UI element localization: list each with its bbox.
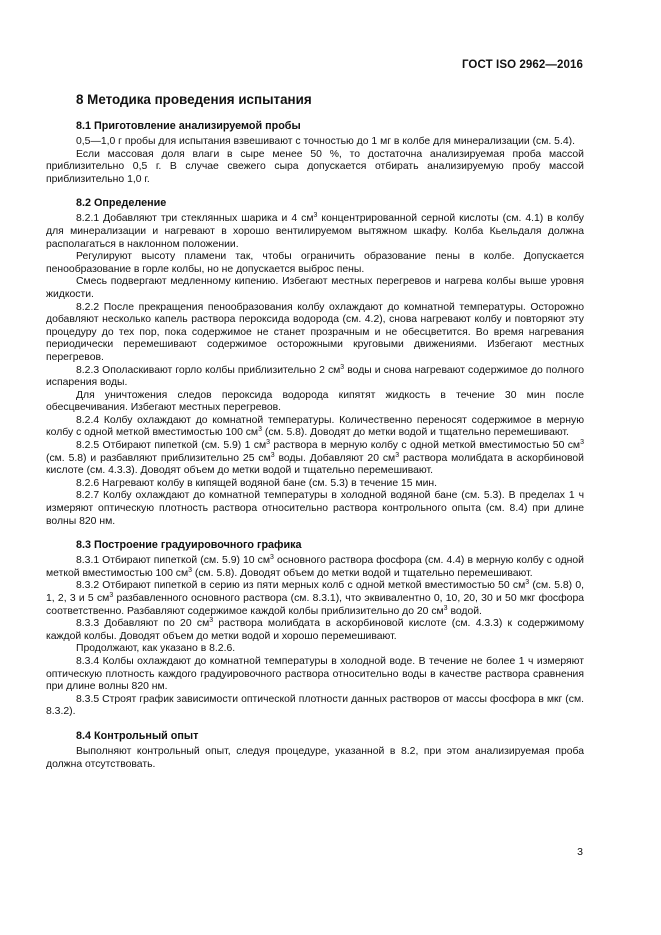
paragraph-8-2-4: 8.2.4 Колбу охлаждают до комнатной температуры. Количественно переносят содержимое в мерную колбу с одной меткой вместимостью 100 $см^3$ (см. 5.8). Доводят до метки водой и тщательно перемешивают. [46,414,584,439]
section-title: 8 Методика проведения испытания [76,92,312,107]
subsection-title-8-2: 8.2 Определение [76,197,167,210]
subsection-title-8-1: 8.1 Приготовление анализируемой пробы [76,120,301,132]
document-code: ГОСТ ISO 2962—2016 [461,59,583,71]
subsection-title-8-3: 8.3 Построение градуировочного графика [76,539,302,552]
paragraph-8-3-3: 8.3.3 Добавляют по 20 $см^3$ раствора молибдата в аскорбиновой кислоте (см. 4.3.3) к содержимому каждой колбы. Доводят объем до метки водой и хорошо перемешивают. [46,617,584,642]
paragraph: Для уничтожения следов пероксида водорода кипятят жидкость в течение 30 мин после обесцвечивания. Избегают местных перегревов. [46,389,584,414]
paragraph-8-2-5: 8.2.5 Отбирают пипеткой (см. 5.9) 1 $см^3$ раствора в мерную колбу с одной меткой вместимостью 50 $см^3$ (см. 5.8) и разбавляют приблизительно 25 $см^3$ воды. Добавляют 20 $см^3$ раствора молибдата в аскорбиновой кислоте (см. 4.3.3). Доводят объем до метки водой и тщательно перемешивают. [46,439,584,477]
paragraph: Регулируют высоту пламени так, чтобы ограничить образование пены в колбе. Допускается пенообразование в горле колбы, но не допускается выброс пены. [46,251,584,275]
paragraph-8-3-5: 8.3.5 Строят график зависимости оптической плотности данных растворов от массы фосфора в мкг (см. 8.3.2). [46,693,584,718]
page-number: 3 [577,846,583,858]
paragraph-8-2-6: 8.2.6 Нагревают колбу в кипящей водяной бане (см. 5.3) в течение 15 мин. [76,477,438,489]
paragraph: Смесь подвергают медленному кипению. Избегают местных перегревов и нагрева колбы выше уровня жидкости. [46,276,584,300]
paragraph: Если массовая доля влаги в сыре менее 50 %, то достаточна анализируемая проба массой приблизительно 0,5 г. В случае свежего сыра допускается отбирать анализируемую пробу массой приблизительно 1,0 г. [46,148,584,185]
paragraph-8-3-1: 8.3.1 Отбирают пипеткой (см. 5.9) 10 $см^3$ основного раствора фосфора (см. 4.4) в мерную колбу с одной меткой вместимостью 100 $см^3$ (см. 5.8). Доводят объем до метки водой и тщательно перемешивают. [46,554,584,579]
paragraph-8-2-7: 8.2.7 Колбу охлаждают до комнатной температуры в холодной водяной бане (см. 5.3). В пределах 1 ч измеряют оптическую плотность раствора относительно раствора контрольного опыта (см. 8.4) при длине волны 820 нм. [46,490,584,527]
paragraph-8-3-2: 8.3.2 Отбирают пипеткой в серию из пяти мерных колб с одной меткой вместимостью 50 $см^3$ (см. 5.8) 0, 1, 2, 3 и 5 $см^3$ разбавленного основного раствора (см. 8.3.1), что эквивалентно 0, 10, 20, 30 и 50 мкг фосфора соответственно. Разбавляют содержимое каждой колбы приблизительно до 20 $см^3$ водой. [46,579,584,617]
paragraph: Выполняют контрольный опыт, следуя процедуре, указанной в 8.2, при этом анализируемая проба должна отсутствовать. [46,745,584,770]
paragraph-8-2-3: 8.2.3 Ополаскивают горло колбы приблизительно 2 $см^3$ воды и снова нагревают содержимое до полного испарения воды. [46,363,584,389]
paragraph-8-3-4: 8.3.4 Колбы охлаждают до комнатной температуры в холодной воде. В течение не более 1 ч измеряют оптическую плотность каждого градуировочного раствора относительно воды в качестве раствора сравнения при длине волны 820 нм. [46,655,584,693]
document-body [46,88,584,771]
paragraph-8-2-1: 8.2.1 Добавляют три стеклянных шарика и 4 $см^3$ концентрированной серной кислоты (см. 4.1) в колбу для минерализации и нагревают в хорошо вентилируемом вытяжном шкафу. Колба Кьельдаля должна располагаться в наклонном положении. [46,212,584,250]
paragraph: 0,5—1,0 г пробы для испытания взвешивают с точностью до 1 мг в колбе для минерализации (см. 5.4). [76,136,575,147]
paragraph: Продолжают, как указано в 8.2.6. [76,643,236,655]
paragraph-8-2-2: 8.2.2 После прекращения пенообразования колбу охлаждают до комнатной температуры. Осторожно добавляют несколько капель раствора пероксида водорода (см. 4.2), снова нагревают колбу и повторяют эту процедуру до тех пор, пока содержимое не станет прозрачным и не обесцветится. Во время нагревания периодически перемешивают содержимое осторожными круговыми движениями. Избегают местных перегревов. [46,301,584,363]
subsection-title-8-4: 8.4 Контрольный опыт [76,729,199,742]
